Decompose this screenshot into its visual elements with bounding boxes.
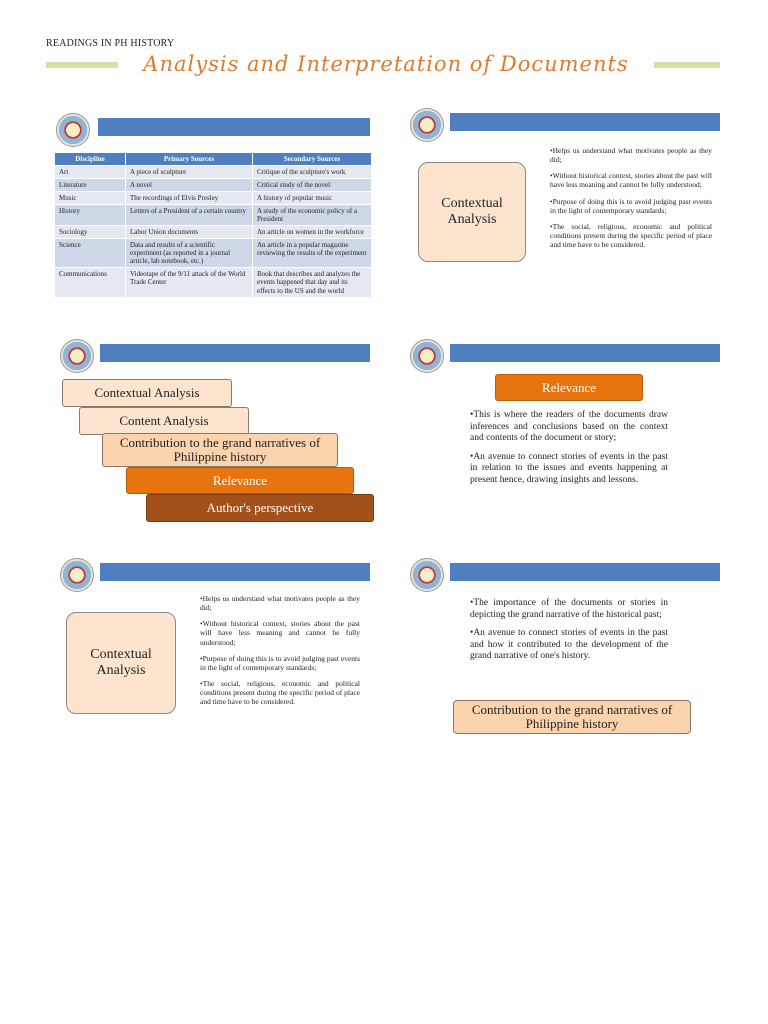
header-bar-left — [46, 62, 118, 68]
table-cell: Critical study of the novel — [253, 179, 372, 192]
slide-title-bar — [100, 563, 370, 581]
bullet: •The importance of the documents or stories in depicting the grand narrative of the historical past; — [470, 598, 668, 620]
bullet: •The social, religious, economic and political conditions present during the specific period of place and time have to be considered. — [550, 221, 712, 250]
bullet: •The social, religious, economic and political conditions present during the specific period of place and time have to be considered. — [200, 678, 360, 707]
step-relevance: Relevance — [126, 467, 354, 494]
table-cell: Critique of the sculpture's work — [253, 166, 372, 179]
contribution-label: Contribution to the grand narratives of Philippine history — [453, 700, 691, 734]
school-seal-logo — [410, 558, 444, 592]
bullet: •Without historical context, stories about the past will have less meaning and cannot be fully understood; — [200, 619, 360, 647]
table-row — [55, 166, 372, 179]
table-cell: A piece of sculpture — [126, 166, 253, 179]
course-title: READINGS IN PH HISTORY — [46, 38, 175, 49]
step-contribution: Contribution to the grand narratives of Philippine history — [102, 433, 338, 467]
table-row — [55, 268, 372, 297]
contextual-bullets — [550, 146, 712, 256]
page-title: Analysis and Interpretation of Documents — [143, 52, 629, 76]
table-cell: Music — [55, 192, 126, 205]
table-row — [55, 179, 372, 192]
table-row — [55, 226, 372, 239]
contextual-analysis-box: Contextual Analysis — [418, 162, 526, 262]
bullet: •Helps us understand what motivates people as they did; — [200, 594, 360, 613]
slide-title-bar — [450, 344, 720, 362]
table-cell: The recordings of Elvis Presley — [126, 192, 253, 205]
sources-table — [54, 152, 372, 298]
school-seal-logo — [56, 113, 90, 147]
table-cell: A study of the economic policy of a President — [253, 205, 372, 226]
table-cell: Art — [55, 166, 126, 179]
table-cell: An article in a popular magazine reviewing the results of the experiment — [253, 239, 372, 268]
table-row — [55, 239, 372, 268]
bullet: •Without historical context, stories about the past will have less meaning and cannot be fully understood; — [550, 171, 712, 190]
col-header-discipline: Discipline — [55, 153, 126, 166]
bullet: •Purpose of doing this is to avoid judging past events in the light of contemporary standards; — [200, 653, 360, 672]
contextual-analysis-box: Contextual Analysis — [66, 612, 176, 714]
slide-title-bar — [100, 344, 370, 362]
slide-title-bar — [450, 113, 720, 131]
bullet: •An avenue to connect stories of events in the past and how it contributed to the development of the grand narrative of one's history. — [470, 628, 668, 662]
header-bar-right — [654, 62, 720, 68]
bullet: •Purpose of doing this is to avoid judging past events in the light of contemporary standards; — [550, 196, 712, 215]
table-cell: Labor Union documents — [126, 226, 253, 239]
table-cell: Letters of a President of a certain country — [126, 205, 253, 226]
relevance-label: Relevance — [495, 374, 643, 401]
table-cell: A novel — [126, 179, 253, 192]
table-cell: Book that describes and analyzes the events happened that day and its effects to the US and the world — [253, 268, 372, 297]
relevance-bullets — [470, 410, 668, 493]
bullet: •This is where the readers of the documents draw inferences and conclusions based on the context and contents of the document or story; — [470, 410, 668, 444]
table-cell: Science — [55, 239, 126, 268]
table-cell: A history of popular music — [253, 192, 372, 205]
table-cell: Literature — [55, 179, 126, 192]
slide-title-bar — [98, 118, 370, 136]
bullet: •Helps us understand what motivates people as they did; — [550, 146, 712, 165]
col-header-primary: Primary Sources — [126, 153, 253, 166]
table-cell: Sociology — [55, 226, 126, 239]
school-seal-logo — [60, 339, 94, 373]
step-content-analysis: Content Analysis — [79, 407, 249, 435]
step-authors-perspective: Author's perspective — [146, 494, 374, 522]
step-contextual-analysis: Contextual Analysis — [62, 379, 232, 407]
col-header-secondary: Secondary Sources — [253, 153, 372, 166]
table-cell: Data and results of a scientific experiment (as reported in a journal article, lab notebook, etc.) — [126, 239, 253, 268]
table-cell: An article on women in the workforce — [253, 226, 372, 239]
school-seal-logo — [60, 558, 94, 592]
table-row — [55, 192, 372, 205]
table-cell: Videotape of the 9/11 attack of the World Trade Center — [126, 268, 253, 297]
bullet: •An avenue to connect stories of events in the past in relation to the issues and events happening at present hence, drawing insights and lessons. — [470, 451, 668, 485]
contribution-bullets — [470, 598, 668, 670]
slide-title-bar — [450, 563, 720, 581]
school-seal-logo — [410, 339, 444, 373]
table-cell: History — [55, 205, 126, 226]
school-seal-logo — [410, 108, 444, 142]
contextual-bullets — [200, 594, 360, 713]
table-cell: Communications — [55, 268, 126, 297]
table-row — [55, 205, 372, 226]
